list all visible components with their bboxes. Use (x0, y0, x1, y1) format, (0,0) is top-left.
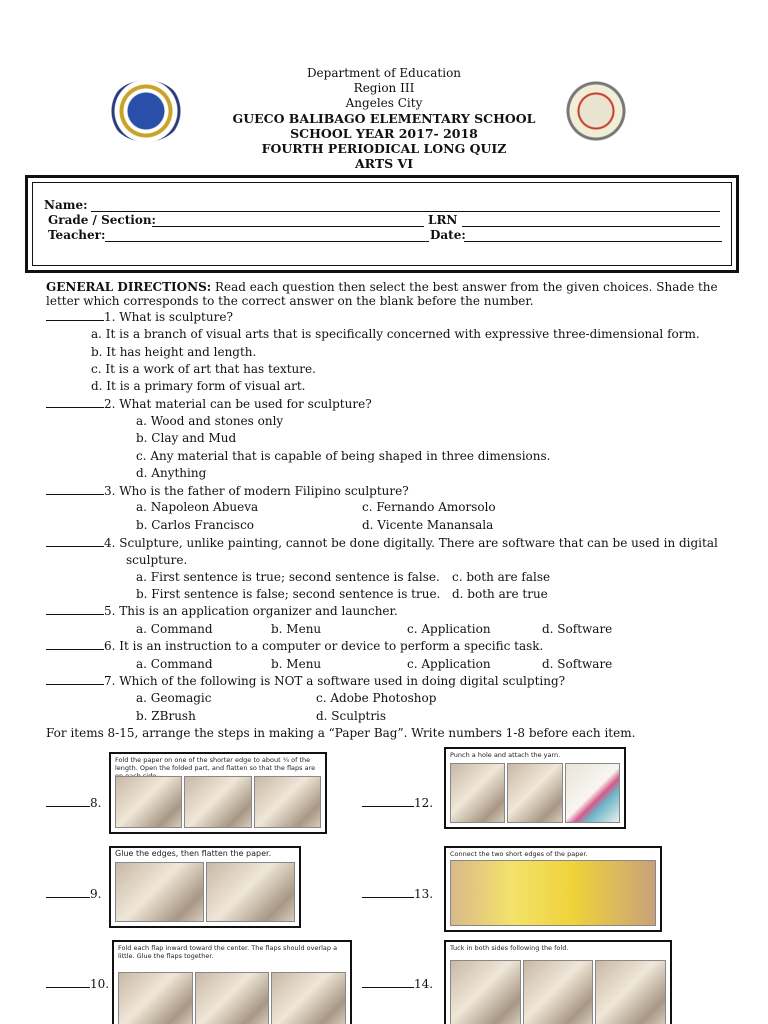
q3-choice-a: a. Napoleon Abueva (136, 500, 259, 514)
grade-field[interactable] (152, 226, 424, 227)
date-label: Date: (430, 228, 466, 242)
lrn-label: LRN (428, 213, 458, 227)
date-field[interactable] (464, 241, 722, 242)
step-9-image (109, 846, 301, 928)
dept-line: Department of Education (306, 66, 462, 80)
lrn-field[interactable] (462, 226, 720, 227)
question-5: 5. This is an application organizer and launcher. (46, 604, 398, 618)
step-12-image (444, 747, 626, 829)
q7-choice-c: c. Adobe Photoshop (316, 691, 437, 705)
subject-title: ARTS VI (354, 156, 414, 171)
teacher-label: Teacher: (48, 228, 106, 242)
step-13-image (444, 846, 662, 932)
question-4-cont: sculpture. (126, 553, 188, 567)
step-13-caption: Connect the two short edges of the paper. (450, 850, 588, 858)
q1-choice-d: d. It is a primary form of visual art. (91, 379, 306, 393)
answer-blank-13[interactable] (362, 897, 414, 898)
answer-blank-2[interactable] (46, 407, 104, 408)
exam-title: FOURTH PERIODICAL LONG QUIZ (261, 141, 507, 156)
step-12-answer: 12. (362, 796, 433, 810)
items-intro: For items 8-15, arrange the steps in making a “Paper Bag”. Write numbers 1-8 before each item. (46, 726, 636, 740)
question-1: 1. What is sculpture? (46, 310, 233, 324)
q2-choice-c: c. Any material that is capable of being shaped in three dimensions. (136, 449, 551, 463)
q5-choice-a: a. Command (136, 622, 213, 636)
name-label: Name: (44, 198, 88, 212)
q4-choice-b: b. First sentence is false; second sentence is true. (136, 587, 441, 601)
q6-choice-d: d. Software (542, 657, 613, 671)
step-12-caption: Punch a hole and attach the yarn. (450, 751, 561, 759)
student-info-box (25, 175, 739, 273)
step-8-image (109, 752, 327, 834)
q3-choice-b: b. Carlos Francisco (136, 518, 255, 532)
question-4: 4. Sculpture, unlike painting, cannot be done digitally. There are software that can be used in digital (46, 536, 718, 550)
answer-blank-5[interactable] (46, 614, 104, 615)
q2-choice-a: a. Wood and stones only (136, 414, 284, 428)
answer-blank-8[interactable] (46, 806, 90, 807)
question-6: 6. It is an instruction to a computer or device to perform a specific task. (46, 639, 543, 653)
q7-choice-d: d. Sculptris (316, 709, 387, 723)
answer-blank-1[interactable] (46, 320, 104, 321)
q6-choice-a: a. Command (136, 657, 213, 671)
q2-choice-b: b. Clay and Mud (136, 431, 237, 445)
step-8-caption: Fold the paper on one of the shorter edge to about ¼ of the length. Open the folded part, and flatten so that the flaps are (115, 756, 316, 772)
answer-blank-3[interactable] (46, 494, 104, 495)
q4-choice-a: a. First sentence is true; second sentence is false. (136, 570, 440, 584)
school-name: GUECO BALIBAGO ELEMENTARY SCHOOL (232, 111, 536, 126)
q5-choice-d: d. Software (542, 622, 613, 636)
answer-blank-6[interactable] (46, 649, 104, 650)
school-year: SCHOOL YEAR 2017- 2018 (290, 126, 478, 141)
q2-choice-d: d. Anything (136, 466, 207, 480)
question-3: 3. Who is the father of modern Filipino sculpture? (46, 484, 409, 498)
q7-choice-a: a. Geomagic (136, 691, 212, 705)
q4-choice-c: c. both are false (452, 570, 551, 584)
answer-blank-9[interactable] (46, 897, 90, 898)
q7-choice-b: b. ZBrush (136, 709, 196, 723)
teacher-field[interactable] (105, 241, 429, 242)
q1-choice-b: b. It has height and length. (91, 345, 257, 359)
step-10-caption: Fold each flap inward toward the center. The flaps should overlap a little. Glue the flaps together. (118, 944, 338, 960)
q1-choice-a: a. It is a branch of visual arts that is specifically concerned with expressive three-dimensional form. (91, 327, 700, 341)
q3-choice-d: d. Vicente Manansala (362, 518, 494, 532)
q4-choice-d: d. both are true (452, 587, 548, 601)
answer-blank-7[interactable] (46, 684, 104, 685)
step-9-caption: Glue the edges, then flatten the paper. (115, 849, 272, 858)
step-14-answer: 14. (362, 977, 433, 991)
q5-choice-c: c. Application (407, 622, 491, 636)
answer-blank-4[interactable] (46, 546, 104, 547)
q6-choice-b: b. Menu (271, 657, 322, 671)
step-9-answer: 9. (46, 887, 101, 901)
directions-line-1: GENERAL DIRECTIONS: Read each question then select the best answer from the given choices. Shade the (46, 280, 718, 294)
grade-label: Grade / Section: (48, 213, 156, 227)
answer-blank-10[interactable] (46, 987, 90, 988)
step-8-answer: 8. (46, 796, 101, 810)
step-10-image (112, 940, 352, 1024)
step-14-caption: Tuck in both sides following the fold. (450, 944, 569, 952)
q5-choice-b: b. Menu (271, 622, 322, 636)
question-2: 2. What material can be used for sculpture? (46, 397, 372, 411)
city-line: Angeles City (345, 96, 423, 110)
q3-choice-c: c. Fernando Amorsolo (362, 500, 496, 514)
q1-choice-c: c. It is a work of art that has texture. (91, 362, 316, 376)
region-line: Region III (353, 81, 415, 95)
document-header (0, 66, 768, 171)
answer-blank-12[interactable] (362, 806, 414, 807)
answer-blank-14[interactable] (362, 987, 414, 988)
question-7: 7. Which of the following is NOT a software used in doing digital sculpting? (46, 674, 565, 688)
step-14-image (444, 940, 672, 1024)
name-field[interactable] (91, 211, 720, 212)
directions-line-2: letter which corresponds to the correct answer on the blank before the number. (46, 294, 534, 308)
step-13-answer: 13. (362, 887, 433, 901)
q6-choice-c: c. Application (407, 657, 491, 671)
step-10-answer: 10. (46, 977, 109, 991)
